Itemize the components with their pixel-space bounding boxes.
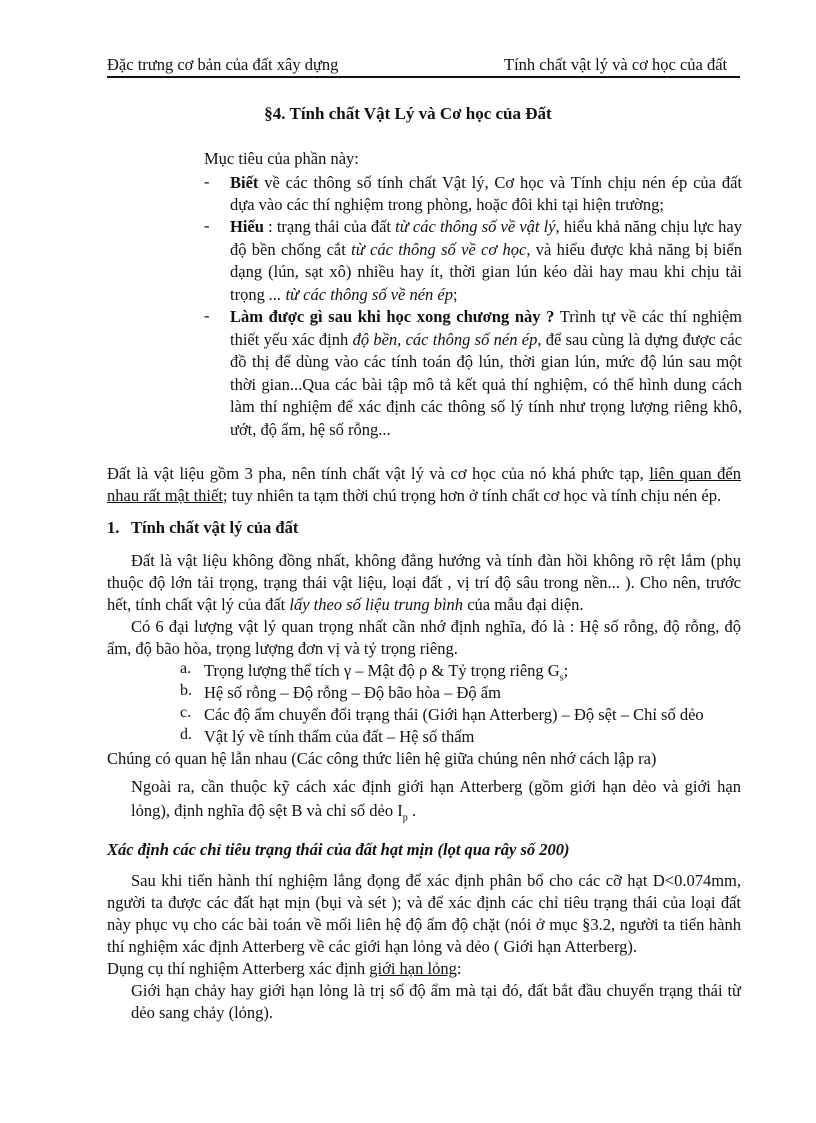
subsection-heading: Xác định các chỉ tiêu trạng thái của đất hạt mịn (lọt qua rây số 200)	[107, 840, 570, 859]
list-label: c.	[180, 704, 192, 721]
s1-p2-line2: ẩm, độ bão hòa, trọng lượng đơn vị và tỷ trọng riêng.	[107, 639, 458, 658]
sub-p1-line3: này phục vụ cho các bài toán về mối liên hệ độ ẩm độ chặt (nói ở mục §3.2, người ta tiến hành	[107, 915, 741, 934]
objective-lam-line1: Làm được gì sau khi học xong chương này ? Trình tự về các thí nghiệm	[230, 307, 742, 326]
relation-note: Chúng có quan hệ lẫn nhau (Các công thức liên hệ giữa chúng nên nhớ cách lập ra)	[107, 749, 657, 768]
sub-p1-line4: thí nghiệm xác định Atterberg về các giới hạn lỏng và dẻo ( Giới hạn Atterberg).	[107, 937, 638, 956]
s1-p1-line1: Đất là vật liệu không đồng nhất, không đẳng hướng và tính đàn hồi không rõ rệt lắm (phụ	[131, 551, 741, 570]
bullet-dash: -	[204, 216, 210, 235]
objective-hieu-line1: Hiểu : trạng thái của đất từ các thông số về vật lý, hiểu khả năng chịu lực hay	[230, 217, 742, 236]
list-item: Hệ số rỗng – Độ rỗng – Độ bão hòa – Độ ẩm	[204, 683, 501, 702]
header-left: Đặc trưng cơ bản của đất xây dựng	[107, 55, 339, 74]
objective-hieu-line2: độ bền chống cắt từ các thông số về cơ học, và hiểu được khả năng bị biến	[230, 240, 742, 259]
sub-p2-line1: Giới hạn chảy hay giới hạn lỏng là trị số độ ẩm mà tại đó, đất bắt đầu chuyển trạng thái từ	[131, 981, 741, 1000]
header-right: Tính chất vật lý và cơ học của đất	[504, 55, 728, 74]
objectives-intro: Mục tiêu của phần này:	[204, 149, 359, 168]
objective-biet-line1: Biết về các thông số tính chất Vật lý, Cơ học và Tính chịu nén ép của đất	[230, 173, 742, 192]
section-number: 1.	[107, 518, 120, 537]
intro-para-line1: Đất là vật liệu gồm 3 pha, nên tính chất vật lý và cơ học của nó khá phức tạp, liên quan đến	[107, 464, 741, 483]
objective-lam-line6: ướt, độ ẩm, hệ số rỗng...	[230, 420, 391, 439]
objective-hieu-line3: dạng (lún, sạt xô) nhiều hay ít, thời gian lún kéo dài hay mau khi chịu tải	[230, 262, 742, 281]
s1-p1-line2: thuộc độ lớn tải trọng, trạng thái vật liệu, loại đất , vị trí độ sâu trong nền... ). Cho nên, trước	[107, 573, 741, 592]
objective-lam-line2: thiết yếu xác định độ bền, các thông số nén ép, để sau cùng là dựng được các	[230, 330, 742, 349]
bullet-dash: -	[204, 172, 210, 191]
s1-p1-line3: hết, tính chất vật lý của đất lấy theo số liệu trung bình của mẫu đại diện.	[107, 595, 584, 614]
sub-p1-line1: Sau khi tiến hành thí nghiệm lắng đọng để xác định phân bố cho các cỡ hạt D<0.074mm,	[131, 871, 741, 890]
s1-p3-line2: lỏng), định nghĩa độ sệt B và chỉ số dẻo $I_p$ .	[131, 801, 417, 824]
list-item: Trọng lượng thể tích γ – Mật độ ρ & Tỷ trọng riêng $G_s$;	[204, 661, 569, 684]
objective-biet-line2: dựa vào các thí nghiệm trong phòng, hoặc đôi khi tại hiện trường;	[230, 195, 664, 214]
list-label: b.	[180, 682, 192, 699]
tool-line: Dụng cụ thí nghiệm Atterberg xác định giới hạn lỏng:	[107, 959, 462, 978]
bullet-dash: -	[204, 306, 210, 325]
intro-para-line2: nhau rất mật thiết; tuy nhiên ta tạm thời chú trọng hơn ở tính chất cơ học và tính chịu nén ép.	[107, 486, 722, 505]
list-item: Các độ ẩm chuyển đổi trạng thái (Giới hạn Atterberg) – Độ sệt – Chỉ số dẻo	[204, 705, 704, 724]
sub-p2-line2: dẻo sang chảy (lỏng).	[131, 1003, 274, 1022]
objective-lam-line3: đồ thị để dùng vào các tính toán độ lún, thời gian lún, mức độ lún sau một	[230, 352, 742, 371]
s1-p2-line1: Có 6 đại lượng vật lý quan trọng nhất cần nhớ định nghĩa, đó là : Hệ số rỗng, độ rỗng, độ	[131, 617, 741, 636]
list-label: d.	[180, 726, 192, 743]
list-item: Vật lý về tính thấm của đất – Hệ số thấm	[204, 727, 475, 746]
list-label: a.	[180, 660, 192, 677]
sub-p1-line2: người ta được các đất hạt mịn (bụi và sét ); và để xác định các chỉ tiêu trạng thái của loại đất	[107, 893, 741, 912]
s1-p3-line1: Ngoài ra, cần thuộc kỹ cách xác định giới hạn Atterberg (gồm giới hạn dẻo và giới hạn	[131, 777, 741, 796]
header-rule	[107, 76, 740, 78]
section-title: §4. Tính chất Vật Lý và Cơ học của Đất	[264, 104, 552, 123]
objective-lam-line4: thời gian...Qua các bài tập mô tả kết quả thí nghiệm, có thể hình dung cách	[230, 375, 742, 394]
objective-hieu-line4: trọng ... từ các thông số về nén ép;	[230, 285, 458, 304]
section-heading: Tính chất vật lý của đất	[131, 518, 299, 537]
objective-lam-line5: làm thí nghiệm để xác định các thông số lý tính như trọng lượng riêng khô,	[230, 397, 742, 416]
